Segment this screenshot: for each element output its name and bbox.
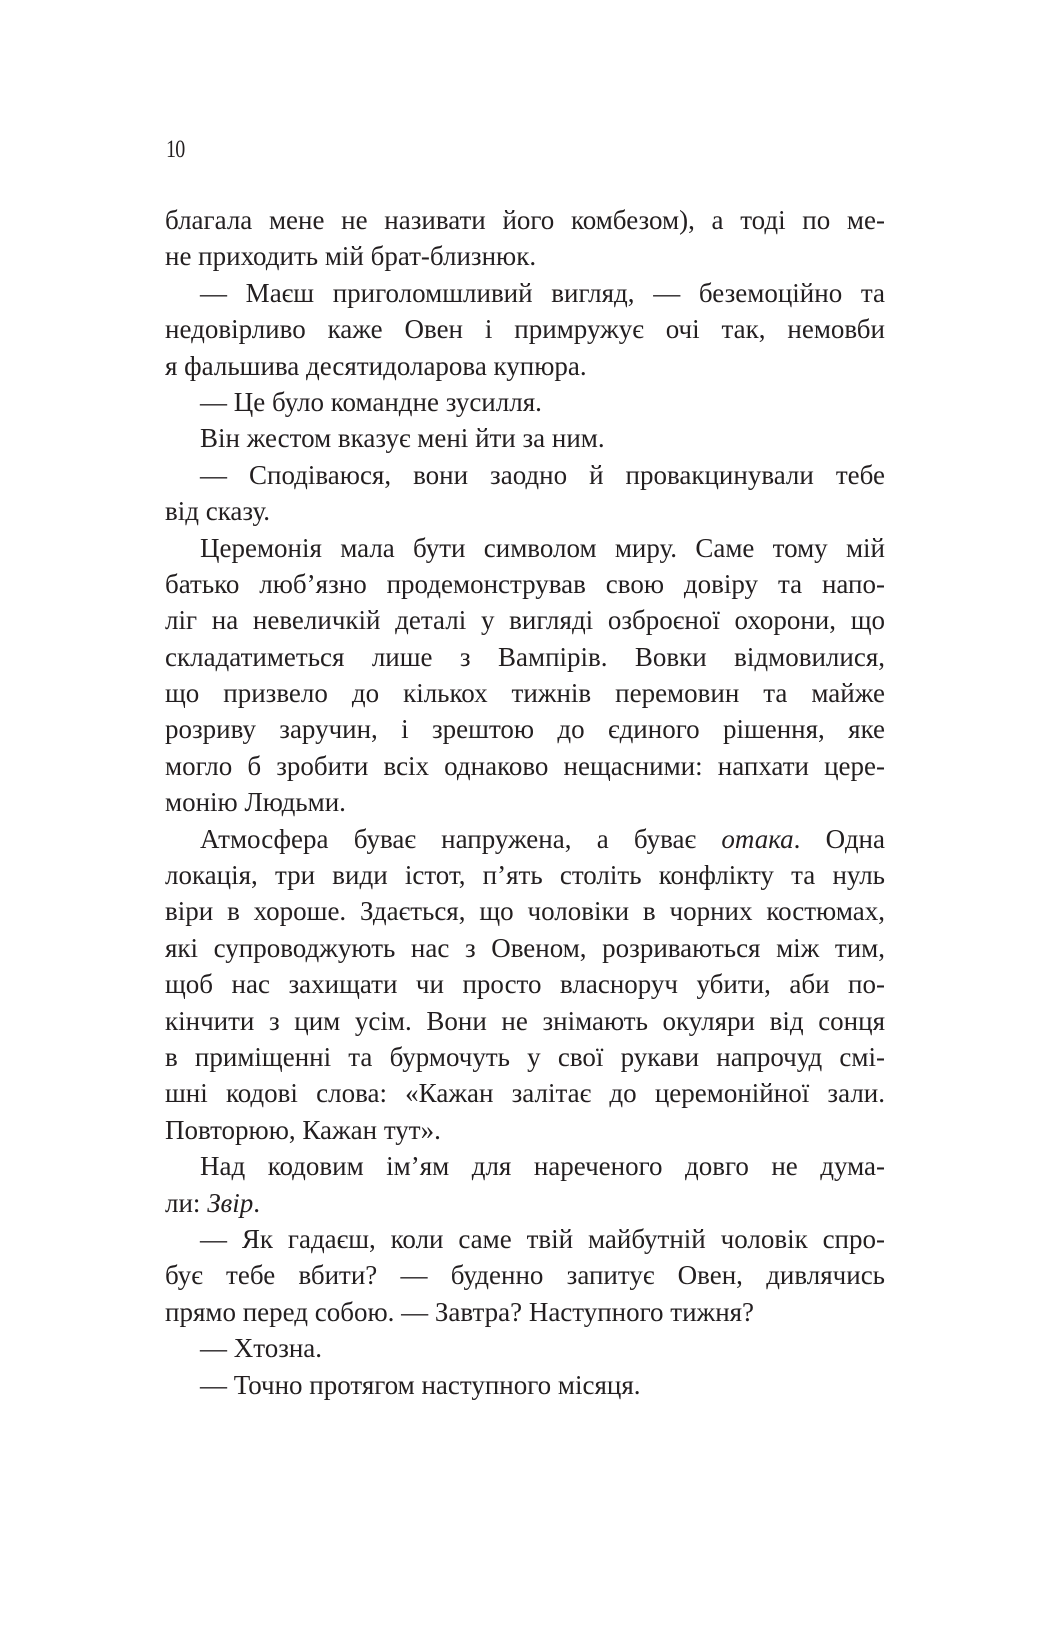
text-line [165, 566, 885, 602]
text-line [165, 748, 885, 784]
text-run: прямо перед собою. — Завтра? Наступного тижня? [165, 1296, 755, 1327]
text-run: в приміщенні та бурмочуть у свої рукави напрочуд смі- [165, 1041, 885, 1072]
text-line [165, 457, 885, 493]
text-line [165, 1148, 885, 1184]
text-run: не приходить мій брат-близнюк. [165, 241, 537, 272]
text-line [165, 1257, 885, 1293]
text-line [165, 1367, 885, 1403]
text-line [165, 202, 885, 238]
text-line [165, 420, 885, 456]
text-run: Церемонія мала бути символом миру. Саме тому мій [200, 532, 885, 563]
text-line [165, 966, 885, 1002]
text-run: могло б зробити всіх однаково нещасними: напхати цере- [165, 750, 885, 781]
text-run: які супроводжують нас з Овеном, розриваються між тим, [165, 932, 885, 963]
text-run: Повторюю, Кажан тут». [165, 1114, 441, 1145]
text-run: благала мене не називати його комбезом), а тоді по ме- [165, 205, 885, 235]
text-run: Він жестом вказує мені йти за ним. [200, 423, 605, 454]
text-run: ли: [165, 1187, 208, 1218]
text-run: локація, три види істот, п’ять століть конфлікту та нуль [165, 860, 885, 891]
text-line [165, 784, 885, 820]
text-run: . [253, 1187, 261, 1218]
text-run: складатиметься лише з Вампірів. Вовки відмовилися, [165, 641, 885, 672]
text-line [165, 711, 885, 747]
text-line [165, 275, 885, 311]
text-run: — Це було командне зусилля. [200, 386, 542, 417]
text-line [165, 821, 885, 857]
text-line [165, 639, 885, 675]
body-text [165, 202, 885, 1403]
text-line [165, 348, 885, 384]
text-run: монію Людьми. [165, 787, 346, 818]
text-line [165, 602, 885, 638]
text-run: ліг на невеличкій деталі у вигляді озброєної охорони, що [165, 605, 885, 636]
text-line [165, 893, 885, 929]
text-line [165, 1039, 885, 1075]
text-run: — Хтозна. [200, 1333, 323, 1364]
text-line [165, 311, 885, 347]
text-line [165, 1003, 885, 1039]
text-run: я фальшива десятидоларова купюра. [165, 350, 587, 381]
text-run: від сказу. [165, 496, 271, 527]
text-line [165, 384, 885, 420]
text-line [165, 1112, 885, 1148]
text-run: Атмосфера буває напружена, а буває [200, 823, 722, 854]
text-run: кінчити з цим усім. Вони не знімають окуляри від сонця [165, 1005, 885, 1036]
text-run: батько люб’язно продемонстрував свою довіру та напо- [165, 568, 885, 599]
text-line [165, 493, 885, 529]
text-line [165, 930, 885, 966]
text-run: . Одна [793, 823, 885, 854]
text-run: Над кодовим ім’ям для нареченого довго не дума- [200, 1151, 885, 1182]
text-line [165, 1185, 885, 1221]
text-line [165, 1221, 885, 1257]
text-line [165, 238, 885, 274]
page-number: 10 [166, 136, 185, 163]
italic-text: отака [721, 823, 794, 854]
text-run: — Маєш приголомшливий вигляд, — беземоційно та [200, 277, 885, 308]
italic-text: Звір [207, 1187, 254, 1218]
text-run: — Як гадаєш, коли саме твій майбутній чоловік спро- [200, 1223, 885, 1254]
text-line [165, 1294, 885, 1330]
text-run: розриву заручин, і зрештою до єдиного рішення, яке [165, 714, 885, 745]
text-run: що призвело до кількох тижнів перемовин та майже [165, 678, 885, 709]
text-run: — Точно протягом наступного місяця. [200, 1369, 641, 1400]
text-run: — Сподіваюся, вони заодно й провакцинували тебе [200, 459, 885, 490]
text-line [165, 1075, 885, 1111]
text-line [165, 675, 885, 711]
text-run: бує тебе вбити? — буденно запитує Овен, дивлячись [165, 1260, 885, 1291]
text-run: щоб нас захищати чи просто власноруч убити, аби по- [165, 969, 885, 1000]
text-run: шні кодові слова: «Кажан залітає до церемонійної зали. [165, 1078, 885, 1109]
text-line [165, 857, 885, 893]
text-line [165, 530, 885, 566]
text-run: недовірливо каже Овен і примружує очі так, немовби [165, 314, 885, 345]
text-run: віри в хороше. Здається, що чоловіки в чорних костюмах, [165, 896, 885, 927]
text-line [165, 1330, 885, 1366]
